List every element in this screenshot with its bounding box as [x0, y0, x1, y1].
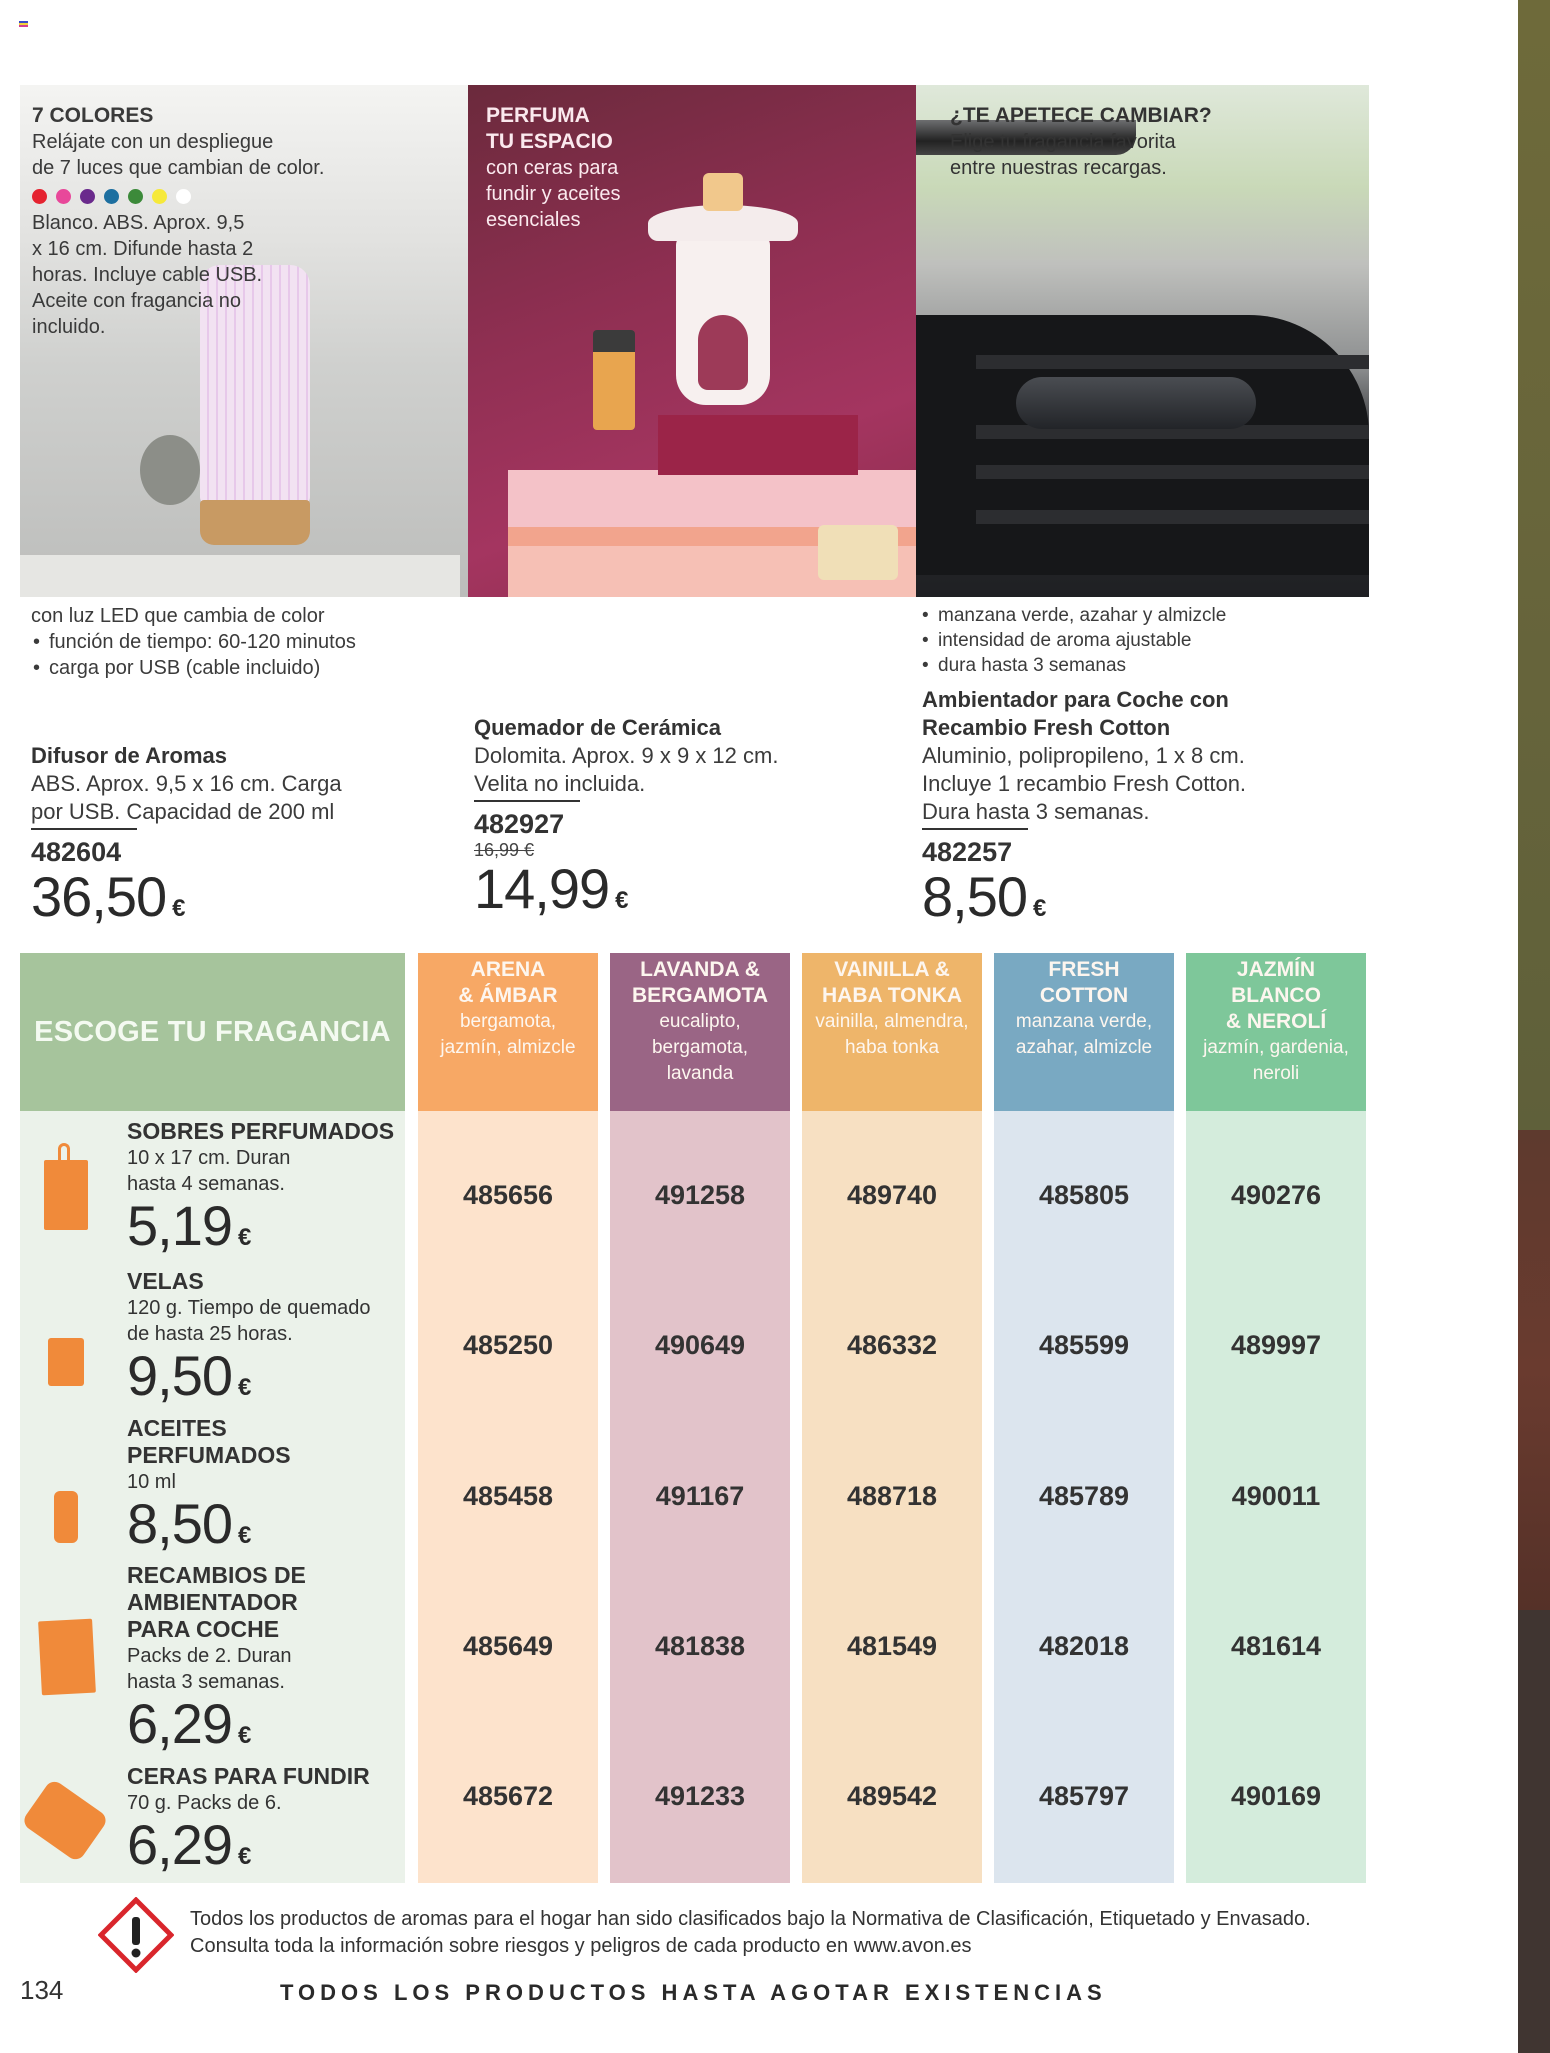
product-code-cell: 490276 [1230, 1180, 1322, 1210]
product-code-cell: 489740 [846, 1180, 938, 1210]
product-desc-line: por USB. Capacidad de 200 ml [31, 799, 335, 824]
sachet-hook-icon [58, 1143, 70, 1161]
product-code-cell: 485672 [462, 1781, 554, 1811]
product-code-cell: 482018 [1038, 1631, 1130, 1661]
hero-diffuser-text [32, 103, 324, 340]
divider [922, 828, 1028, 830]
product-code-cell: 485649 [462, 1631, 554, 1661]
product-name-line: Ambientador para Coche con [922, 687, 1229, 712]
hero-title: ¿TE APETECE CAMBIAR? [950, 104, 1212, 127]
hero-subtitle-line: con ceras para [486, 157, 619, 179]
table-row-label [127, 1415, 291, 1565]
product-code-cell: 485805 [1038, 1180, 1130, 1210]
hazard-exclamation-icon [98, 1897, 174, 1973]
page-number: 134 [20, 1975, 64, 2005]
product-code-cell: 489542 [846, 1781, 938, 1811]
price-value: 5,19 [127, 1194, 232, 1257]
hero-title-line: PERFUMA [486, 104, 590, 127]
price-value: 8,50 [127, 1492, 232, 1555]
oil-bottle-icon [54, 1491, 78, 1543]
currency-symbol: € [172, 895, 185, 922]
row-product-desc: 10 x 17 cm. Duran [127, 1147, 291, 1169]
fragrance-title: JAZMÍN [1236, 958, 1316, 981]
feature-bullet: • carga por USB (cable incluido) [31, 655, 356, 681]
color-dot-green [128, 189, 143, 204]
row-product-name: VELAS [127, 1268, 204, 1294]
feature-bullet: • dura hasta 3 semanas [920, 653, 1226, 678]
product-code-cell: 490169 [1230, 1781, 1322, 1811]
color-dots [32, 189, 324, 204]
car-vent-illustration [916, 315, 1369, 575]
product-code: 482927 [474, 809, 565, 839]
currency-symbol: € [238, 1374, 251, 1401]
hero-car-text [950, 103, 1212, 181]
product-code-cell: 491167 [655, 1481, 745, 1511]
price-value: 6,29 [127, 1813, 232, 1876]
hero-detail-line: horas. Incluye cable USB. [32, 264, 263, 286]
product-code-cell: 485797 [1038, 1781, 1130, 1811]
table-row-label [127, 1763, 370, 1886]
row-product-name: AMBIENTADOR [127, 1589, 298, 1615]
product-price [922, 865, 1246, 938]
fragrance-column-arena-ambar [418, 953, 598, 1883]
hero-title: 7 COLORES [32, 104, 154, 127]
wax-melts-icon [21, 1778, 110, 1863]
product-code-cell: 489997 [1230, 1330, 1322, 1360]
pedestal-illustration [658, 415, 858, 475]
fragrance-title: & ÁMBAR [458, 984, 558, 1007]
product-desc-line: Incluye 1 recambio Fresh Cotton. [922, 771, 1247, 796]
fragrance-title: BERGAMOTA [631, 984, 769, 1007]
burner-illustration [648, 165, 798, 405]
fragrance-notes: bergamota, [651, 1037, 749, 1058]
price-value: 14,99 [474, 857, 610, 920]
product-desc-line: Dura hasta 3 semanas. [922, 799, 1150, 824]
car-freshener-features [920, 603, 1226, 678]
book-illustration [20, 555, 460, 597]
scented-sachet-icon [44, 1160, 88, 1230]
hero-detail-line: Blanco. ABS. Aprox. 9,5 [32, 212, 245, 234]
fragrance-notes: jazmín, gardenia, [1203, 1037, 1349, 1058]
fragrance-title: & NEROLÍ [1225, 1010, 1327, 1033]
adjacent-page-edge [1518, 0, 1550, 2053]
fragrance-header [994, 953, 1174, 1111]
fragrance-notes: vainilla, almendra, [815, 1011, 969, 1032]
product-code-cell: 485789 [1038, 1481, 1130, 1511]
wax-melt-illustration [818, 525, 898, 580]
hero-subtitle-line: esenciales [486, 209, 581, 231]
fragrance-title: VAINILLA & [834, 958, 950, 981]
product-code-cell: 491233 [654, 1781, 746, 1811]
diffuser-features [31, 603, 356, 681]
fragrance-notes: eucalipto, [659, 1011, 741, 1032]
color-dot-yellow [152, 189, 167, 204]
fragrance-notes: manzana verde, [1015, 1011, 1153, 1032]
row-product-name: RECAMBIOS DE [127, 1562, 306, 1588]
fragrance-title: ARENA [470, 958, 546, 981]
fragrance-title: BLANCO [1231, 984, 1321, 1007]
product-type-column [20, 953, 405, 1883]
row-product-name: PARA COCHE [127, 1616, 280, 1642]
hero-subtitle-line: fundir y aceites [486, 183, 621, 205]
currency-symbol: € [238, 1843, 251, 1870]
row-product-desc: de hasta 25 horas. [127, 1323, 293, 1345]
product-ambientador-coche [922, 686, 1246, 938]
product-code-cell: 485250 [462, 1330, 554, 1360]
product-desc-line: Dolomita. Aprox. 9 x 9 x 12 cm. [474, 743, 779, 768]
hero-burner-photo [468, 85, 916, 597]
row-product-name: SOBRES PERFUMADOS [127, 1118, 395, 1144]
product-code-cell: 481838 [654, 1631, 746, 1661]
car-freshener-clip-illustration [1016, 377, 1256, 429]
product-code: 482604 [31, 837, 122, 867]
color-dot-purple [80, 189, 95, 204]
fragrance-title: HABA TONKA [822, 984, 962, 1007]
fragrance-column-vainilla-haba-tonka [802, 953, 982, 1883]
fragrance-notes: azahar, almizcle [1015, 1037, 1153, 1058]
registration-mark [19, 21, 28, 28]
product-code-cell: 481614 [1230, 1631, 1322, 1661]
fragrance-notes: lavanda [666, 1063, 734, 1084]
table-row-label [127, 1118, 394, 1267]
price-value: 8,50 [922, 865, 1027, 928]
fragrance-header [418, 953, 598, 1111]
currency-symbol: € [238, 1522, 251, 1549]
product-code-cell: 491258 [654, 1180, 746, 1210]
currency-symbol: € [1033, 895, 1046, 922]
fragrance-header [610, 953, 790, 1111]
fragrance-notes: neroli [1252, 1063, 1300, 1084]
hero-subtitle-line: de 7 luces que cambian de color. [32, 157, 325, 179]
row-price [127, 1813, 370, 1886]
fragrance-notes: bergamota, [459, 1011, 557, 1032]
row-product-desc: hasta 4 semanas. [127, 1173, 285, 1195]
divider [31, 828, 137, 830]
row-price [127, 1344, 371, 1417]
fragrance-header [802, 953, 982, 1111]
row-product-name: PERFUMADOS [127, 1442, 291, 1468]
product-code-cell: 485599 [1038, 1330, 1130, 1360]
divider [474, 800, 580, 802]
product-code-cell: 486332 [846, 1330, 938, 1360]
price-value: 36,50 [31, 865, 167, 928]
product-name-line: Recambio Fresh Cotton [922, 715, 1171, 740]
hero-subtitle-line: Elige tu fragancia favorita [950, 131, 1176, 153]
hero-subtitle-line: entre nuestras recargas. [950, 157, 1167, 179]
product-price [474, 857, 778, 930]
oil-bottle-illustration [593, 330, 635, 430]
fragrance-title: COTTON [1039, 984, 1129, 1007]
fragrance-title: LAVANDA & [640, 958, 760, 981]
currency-symbol: € [238, 1224, 251, 1251]
hero-diffuser-photo [20, 85, 468, 597]
product-code: 482257 [922, 837, 1013, 867]
product-desc-line: Aluminio, polipropileno, 1 x 8 cm. [922, 743, 1245, 768]
fragrance-notes: jazmín, almizcle [440, 1037, 576, 1058]
table-row-label [127, 1268, 371, 1417]
currency-symbol: € [615, 887, 628, 914]
hero-detail-line: incluido. [32, 316, 106, 338]
fragrance-column-jazmin-blanco-neroli [1186, 953, 1366, 1883]
color-dot-white [176, 189, 191, 204]
product-code-cell: 490649 [654, 1330, 746, 1360]
product-quemador-de-ceramica [474, 714, 778, 930]
row-price [127, 1692, 306, 1765]
hazard-warning-text: Todos los productos de aromas para el hogar han sido clasificados bajo la Normativa de Clasificación, Etiquetado y Envasado. Consulta toda la información sobre riesgos y peligros de cada producto en www.avon.es [190, 1908, 1311, 1957]
currency-symbol: € [238, 1722, 251, 1749]
hero-car-freshener-photo [916, 85, 1369, 597]
product-difusor-de-aromas [31, 742, 342, 938]
candle-icon [48, 1338, 84, 1386]
fragrance-table [20, 953, 1369, 1883]
hero-burner-text [486, 103, 621, 233]
product-code-cell: 490011 [1231, 1481, 1321, 1511]
price-value: 9,50 [127, 1344, 232, 1407]
row-product-desc: 120 g. Tiempo de quemado [127, 1297, 371, 1319]
fragrance-header [1186, 953, 1366, 1111]
table-row-label [127, 1562, 306, 1765]
hero-detail-line: x 16 cm. Difunde hasta 2 [32, 238, 254, 260]
product-name: Difusor de Aromas [31, 743, 228, 768]
row-product-name: CERAS PARA FUNDIR [127, 1763, 370, 1789]
feature-bullet: • manzana verde, azahar y almizcle [920, 603, 1226, 628]
fragrance-column-lavanda-bergamota [610, 953, 790, 1883]
product-desc-line: ABS. Aprox. 9,5 x 16 cm. Carga [31, 771, 342, 796]
fragrance-title: FRESH [1048, 958, 1120, 981]
feature-bullet: • función de tiempo: 60-120 minutos [31, 629, 356, 655]
product-code-cell: 485458 [462, 1481, 554, 1511]
row-product-desc: 70 g. Packs de 6. [127, 1792, 282, 1814]
row-product-desc: hasta 3 semanas. [127, 1671, 285, 1693]
product-code-cell: 488718 [846, 1481, 938, 1511]
product-code-cell: 485656 [462, 1180, 554, 1210]
row-product-name: ACEITES [127, 1415, 227, 1441]
product-price [31, 865, 342, 938]
stones-illustration [140, 435, 200, 505]
hero-detail-line: Aceite con fragancia no [32, 290, 242, 312]
row-price [127, 1492, 291, 1565]
row-price [127, 1194, 394, 1267]
color-dot-red [32, 189, 47, 204]
old-price: 16,99 € [474, 840, 535, 860]
fragrance-notes: haba tonka [844, 1037, 940, 1058]
car-refill-icon [38, 1619, 96, 1696]
color-dot-pink [56, 189, 71, 204]
hero-title-line: TU ESPACIO [486, 130, 613, 153]
fragrance-column-fresh-cotton [994, 953, 1174, 1883]
hero-subtitle-line: Relájate con un despliegue [32, 131, 274, 153]
product-code-cell: 481549 [846, 1631, 938, 1661]
table-heading: ESCOGE TU FRAGANCIA [20, 953, 405, 1111]
product-name: Quemador de Cerámica [474, 715, 721, 740]
row-product-desc: Packs de 2. Duran [127, 1645, 292, 1667]
feature-line: con luz LED que cambia de color [31, 605, 325, 627]
price-value: 6,29 [127, 1692, 232, 1755]
feature-bullet: • intensidad de aroma ajustable [920, 628, 1226, 653]
product-desc-line: Velita no incluida. [474, 771, 646, 796]
color-dot-blue [104, 189, 119, 204]
row-product-desc: 10 ml [127, 1471, 176, 1493]
stock-disclaimer-banner: TODOS LOS PRODUCTOS HASTA AGOTAR EXISTENCIAS [280, 1980, 1107, 2005]
